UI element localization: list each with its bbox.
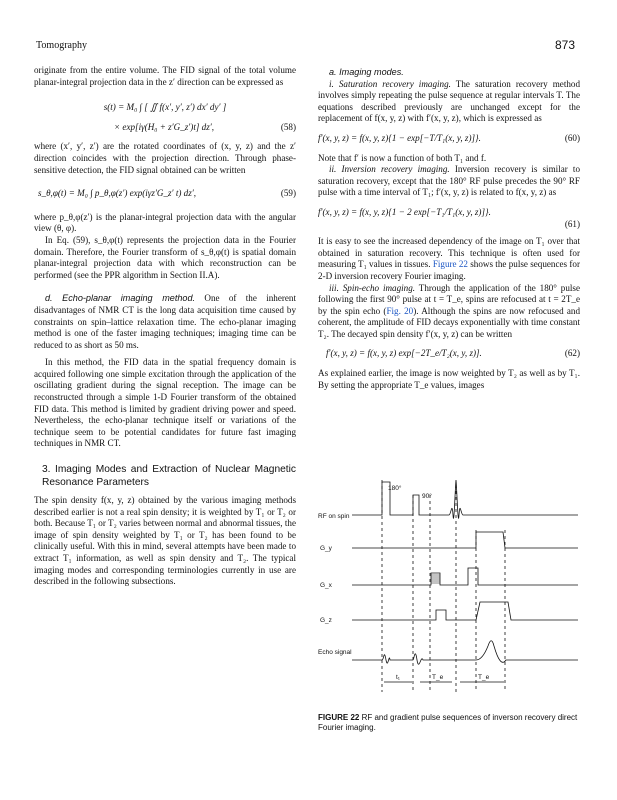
gy-trace	[352, 532, 578, 548]
equation-60	[318, 133, 580, 145]
equation-62	[318, 348, 580, 360]
figure-link[interactable]: Figure 22	[432, 259, 468, 270]
paragraph	[318, 236, 580, 282]
t1-label: t₁	[396, 674, 400, 681]
equation-number: (62)	[564, 348, 580, 359]
echo-label: Echo signal	[318, 649, 352, 656]
subsection-heading: a. Imaging modes.	[329, 67, 404, 77]
equation-text: s(t) = M₀ ∫ [ ∬ f(x′, y′, z′) dx′ dy′ ]	[103, 102, 227, 113]
equation-text: f′(x, y, z) = f(x, y, z){1 − exp[−T/T₁(x, y, z)]}.	[318, 132, 481, 143]
paragraph-text: It is easy to see the increased dependency of the image on T₁ over that obtained in saturation recovery. This technique is often used for measuring T₁ values in tissues.	[318, 236, 580, 270]
equation-number: (61)	[564, 218, 580, 229]
right-column	[318, 65, 580, 391]
paragraph-text: Through the application of the 180° pulse following the first 90° pulse at t = T_e, spins are refocused at t = 2T_e by the spin echo (	[318, 282, 580, 316]
pulse-180-label: 180°	[388, 485, 402, 492]
paragraph: where (x′, y′, z′) are the rotated coordinates of (x, y, z) and the z′ direction coincides with the projection direction. Through phase-sensitive detection, the FID signal obtained can be written	[34, 141, 296, 175]
paragraph	[34, 293, 296, 351]
paragraph: where p_θ,φ(z′) is the planar-integral projection data with the angular view (θ, φ).	[34, 211, 296, 234]
paragraph	[318, 79, 580, 125]
paragraph-text: ). Although the spins are now refocused and coherent, the amplitude of FID decays exponentially with time constant T₂. The decayed spin density f′(x, y, z) can be written	[318, 305, 580, 339]
paragraph: originate from the entire volume. The FID signal of the total volume planar-integral projection data in the z′ direction can be expressed as	[34, 65, 296, 87]
running-header: Tomography	[36, 40, 87, 51]
paragraph: In this method, the FID data in the spatial frequency domain is acquired following one simple excitation through the application of the oscillating gradient during the signal reception. The image can be reconstructed through a simple 1-D Fourier transform of the obtained FID data. This method is limited by gradient driving power and speed. Nevertheless, the echo-planar technique itself or variations of the technique seem to be potential candidates for future fast imaging techniques in NMR CT.	[34, 357, 296, 449]
equation-text: s_θ,φ(t) = M₀ ∫ p_θ,φ(z′) exp(iγz′G_z′ t) dz′,	[38, 188, 196, 199]
equation-text: × exp[iγ(H₀ + z′G_z′)t] dz′,	[114, 121, 215, 132]
paragraph	[318, 283, 580, 341]
gz-trace	[352, 602, 578, 620]
paragraph: Note that f′ is now a function of both T₁ and f.	[318, 152, 487, 163]
equation-61-number-row	[318, 219, 580, 231]
paragraph-text: One of the inherent disadvantages of NMR CT is the long data acquisition time caused by constraints on spin–lattice relaxation time. The echo-planar imaging method is one of the faster imaging techniques; imaging time can be reduced to as short as 50 ms.	[34, 293, 296, 350]
paragraph-text: Inversion recovery is similar to saturation recovery, except that the 180° RF pulse precedes the 90° RF pulse with a time interval of T₁; f′(x, y, z) is related to f(x, y, z) as	[318, 164, 580, 198]
gx-phase-steps	[431, 575, 440, 583]
figure-22	[318, 470, 580, 710]
pulse-sequence-diagram	[318, 470, 580, 710]
equation-text: f′(x, y, z) = f(x, y, z){1 − 2 exp[−T₁/T₁(x, y, z)]}.	[318, 206, 491, 217]
equation-59	[34, 188, 296, 200]
pulse-90-label: 90°	[422, 493, 432, 500]
paragraph: As explained earlier, the image is now weighted by T₂ as well as by T₁. By setting the appropriate T_e values, images	[318, 368, 580, 390]
equation-number: (58)	[280, 121, 296, 132]
equation-58-line2	[34, 122, 296, 134]
paragraph: The spin density f(x, y, z) obtained by the various imaging methods described earlier is not a real spin density; it is weighted by T₁ or T₂ or both. Because T₁ or T₂ varies between normal and abnormal tissues, the image of spin density weighted by T₁ or T₂ has been found to be clinically useful. With this in mind, several attempts have been made to extract T₁ information, as well as spin density and T₂. The typical imaging modes and corresponding terminologies currently in use are described in the following subsections.	[34, 495, 296, 587]
caption-label: FIGURE 22	[318, 713, 360, 722]
page-number: 873	[554, 38, 575, 52]
rf-echo-pulse	[449, 480, 578, 518]
paragraph	[318, 164, 580, 199]
figure-caption	[318, 713, 580, 733]
gy-label: G_y	[320, 545, 332, 552]
equation-58-line1	[34, 102, 296, 114]
figure-link[interactable]: Fig. 20	[386, 305, 414, 316]
subsection-heading: d. Echo-planar imaging method.	[45, 293, 196, 304]
item-heading: i. Saturation recovery imaging.	[329, 78, 451, 89]
paragraph-text: shows the pulse sequences for 2-D inversion recovery Fourier imaging.	[318, 259, 580, 281]
item-heading: iii. Spin-echo imaging.	[329, 282, 416, 293]
section-heading: 3. Imaging Modes and Extraction of Nuclear Magnetic Resonance Parameters	[42, 464, 296, 488]
item-heading: ii. Inversion recovery imaging.	[329, 164, 450, 175]
caption-text: RF and gradient pulse sequences of inverson recovery direct Fourier imaging.	[318, 713, 578, 732]
gz-label: G_z	[320, 617, 332, 624]
gx-label: G_x	[320, 582, 332, 589]
te1-label: T_e	[432, 674, 444, 681]
equation-number: (59)	[280, 188, 296, 199]
equation-number: (60)	[564, 132, 580, 143]
equation-61	[318, 207, 580, 219]
left-column	[34, 65, 296, 588]
paragraph: In Eq. (59), s_θ,φ(t) represents the projection data in the Fourier domain. Therefore, the Fourier transform of s_θ,φ(t) is spatial domain planar-integral projection data with which reconstruction can be performed (see the PPR algorithm in Section II.A).	[34, 234, 296, 280]
rf-label: RF on spin	[318, 513, 350, 520]
equation-text: f′(x, y, z) = f(x, y, z) exp[−2T_e/T₂(x, y, z)].	[326, 348, 482, 359]
gx-trace	[352, 568, 578, 585]
te2-label: T_e	[478, 674, 490, 681]
paragraph-text: The saturation recovery method involves simply repeating the pulse sequence at regular intervals T. The equations described previously are unchanged except for the replacement of f(x, y, z) with f′(x, y, z), which is expressed as	[318, 78, 580, 124]
echo-trace	[352, 641, 578, 665]
